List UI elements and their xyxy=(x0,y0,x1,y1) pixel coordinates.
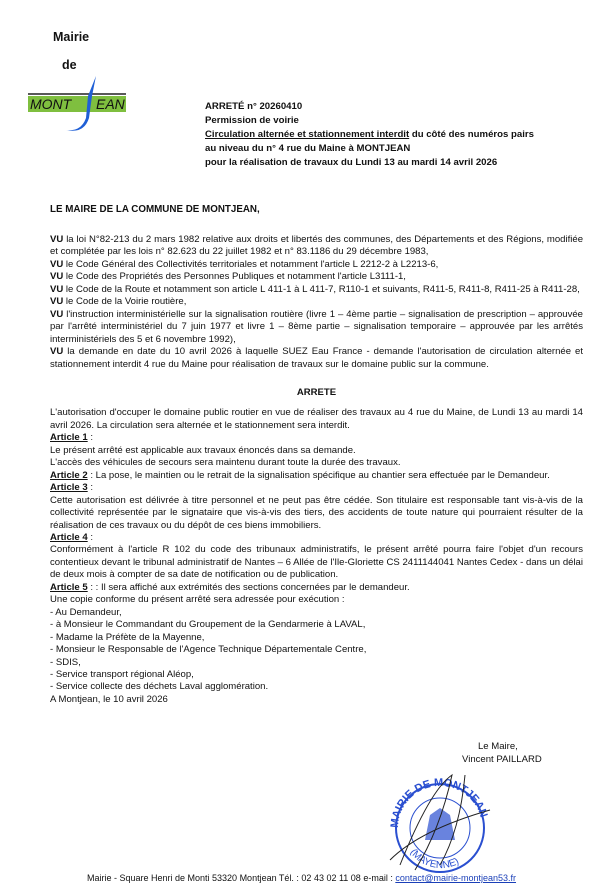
recipient: - Service collecte des déchets Laval agglomération. xyxy=(50,681,269,693)
vu-item: VU le Code de la Route et notamment son article L 411-1 à L 411-7, R110-1 et suivants, R411-5, R411-8, R411-25 à R411-28, xyxy=(50,283,580,295)
signature-name: Vincent PAILLARD xyxy=(462,754,542,765)
arrete-location: au niveau du n° 4 rue du Maine à MONTJEAN xyxy=(205,143,411,154)
vu-item: VU le Code des Propriétés des Personnes Publiques et notamment l'article L3111-1, xyxy=(50,271,406,283)
article-2-label: Article 2 xyxy=(50,469,88,481)
arrete-subject: Permission de voirie xyxy=(205,115,299,126)
article-2-text: : La pose, le maintien ou le retrait de la signalisation spécifique au chantier sera effectuée par le Demandeur. xyxy=(87,469,550,481)
article-1-line: Le présent arrêté est applicable aux travaux énoncés dans sa demande. xyxy=(50,444,356,456)
recipient: - Au Demandeur, xyxy=(50,606,122,618)
article-1-line: L'accès des véhicules de secours sera maintenu durant toute la durée des travaux. xyxy=(50,457,401,469)
copie-intro: Une copie conforme du présent arrêté sera adressée pour exécution : xyxy=(50,594,345,606)
document-body: VU la loi N°82-213 du 2 mars 1982 relative aux droits et libertés des communes, des Départements et des Régions, modifiée et complétée par les lois n° 82.623 du 22 juillet 1982 et n° 83.1186 du 29 décembre 1983, VU le Code Général des Collectivités territoriales et notamment l'article L 2212-2 à L2213-6, VU le Code des Propriétés des Personnes Publiques et notamment l'article L3111-1, VU le Code de la Route et notamment son article L 411-1 à L 411-7, R110-1 et suivants, R411-5, R411-8, R411-25 à R411-28, VU le Code de la Voirie routière, VU l'instruction interministérielle sur la signalisation routière (livre 1 – 4ème partie – signalisation de prescription – approuvée par l'arrêté interministériel du 7 juin 1977 et livre 1 – 8ème partie – signalisation temporaire – approuvée par les arrêtés interministériels des 5 et 6 novembre 1992), VU la demande en date du 10 avril 2026 à laquelle SUEZ Eau France - demande l'autorisation de circulation alternée et stationnement interdit 4 rue du Maine pour réalisation de travaux sur le domaine public sur la commune. ARRETE L'autorisation d'occuper le domaine public routier en vue de réaliser des travaux au 4 rue du Maine, de Lundi 13 au mardi 14 avril 2026. La circulation sera alternée et le stationnement sera interdit. Article 1 : Le présent arrêté est applicable aux travaux énoncés dans sa demande. L'accès des véhicules de secours sera maintenu durant toute la durée des travaux. Article 2 : La pose, le maintien ou le retrait de la signalisation spécifique au chantier sera effectuée par le Demandeur. Article 3 : Cette autorisation est délivrée à titre personnel et ne peut pas être cédée. Son titulaire est responsable tant vis-à-vis de la collectivité représentée par le signataire que vis-à-vis des tiers, des accidents de toute nature qui pourraient résulter de la réalisation de ces travaux ou du dépôt de ces biens immobiliers. Article 4 : Conformément à l'article R 102 du code des tribunaux administratifs, le présent arrêté pourra faire l'objet d'un recours contentieux devant le tribunal administratif de Nantes – 6 Allée de l'Ile-Gloriette CS 2411144041 Nantes Cedex - dans un délai de deux mois à compter de sa date de notification ou de publication. Article 5 : : Il sera affiché aux extrémités des sections concernées par le demandeur. Une copie conforme du présent arrêté sera adressée pour exécution : - Au Demandeur, - à Monsieur le Commandant du Groupement de la Gendarmerie à LAVAL, - Madame la Préfète de la Mayenne, - Monsieur le Responsable de l'Agence Technique Départementale Centre, - SDIS, - Service transport régional Aléop, - Service collecte des déchets Laval agglomération. A Montjean, le 10 avril 2026 xyxy=(50,234,583,705)
article-3-label: Article 3 xyxy=(50,482,88,494)
article-5-text: : : Il sera affiché aux extrémités des sections concernées par le demandeur. xyxy=(87,581,410,593)
vu-item: VU la loi N°82-213 du 2 mars 1982 relative aux droits et libertés des communes, des Départements et des Régions, modifiée et complétée par les lois n° 82.623 du 22 juillet 1982 et n° 83.1186 du 29 décembre 1983, xyxy=(50,234,583,258)
recipient: - SDIS, xyxy=(50,656,81,668)
arrete-intro: L'autorisation d'occuper le domaine public routier en vue de réaliser des travaux au 4 rue du Maine, de Lundi 13 au mardi 14 avril 2026. La circulation sera alternée et le stationnement sera interdit. xyxy=(50,407,583,431)
article-5-label: Article 5 xyxy=(50,581,88,593)
vu-item: VU le Code Général des Collectivités territoriales et notamment l'article L 2212-2 à L2213-6, xyxy=(50,258,439,270)
article-1-label: Article 1 xyxy=(50,432,88,444)
arrete-heading xyxy=(205,100,534,170)
recipient: - Service transport régional Aléop, xyxy=(50,668,194,680)
arrete-dates: pour la réalisation de travaux du Lundi 13 au mardi 14 avril 2026 xyxy=(205,157,498,168)
signature-role: Le Maire, xyxy=(478,741,518,752)
footer-email-link[interactable]: contact@mairie-montjean53.fr xyxy=(395,873,517,883)
svg-text:MONT: MONT xyxy=(30,96,72,112)
recipient: - Madame la Préfète de la Mayenne, xyxy=(50,631,205,643)
arrete-title: ARRETE xyxy=(296,386,337,398)
arrete-number: ARRETÉ n° 20260410 xyxy=(205,101,303,112)
recipient: - à Monsieur le Commandant du Groupement de la Gendarmerie à LAVAL, xyxy=(50,619,366,631)
svg-text:EAN: EAN xyxy=(96,96,125,112)
letterhead-de: de xyxy=(62,58,77,72)
arrete-object-underlined: Circulation alternée et stationnement interdit xyxy=(205,129,410,140)
vu-item: VU l'instruction interministérielle sur la signalisation routière (livre 1 – 4ème partie – signalisation de prescription – approuvée par l'arrêté interministériel du 7 juin 1977 et livre 1 – 8ème partie – signalisation temporaire – approuvée par les arrêtés interministériels des 5 et 6 novembre 1992), xyxy=(50,308,583,345)
arrete-object: du côté des numéros pairs xyxy=(409,129,534,140)
svg-text:(MAYENNE): (MAYENNE) xyxy=(407,847,461,872)
article-4-label: Article 4 xyxy=(50,531,88,543)
place-date: A Montjean, le 10 avril 2026 xyxy=(50,693,168,705)
maire-heading: LE MAIRE DE LA COMMUNE DE MONTJEAN, xyxy=(50,204,260,215)
letterhead-mairie: Mairie xyxy=(53,30,90,44)
footer xyxy=(0,873,603,883)
recipient: - Monsieur le Responsable de l'Agence Technique Départementale Centre, xyxy=(50,644,367,656)
montjean-logo xyxy=(26,74,136,138)
vu-item: VU la demande en date du 10 avril 2026 à laquelle SUEZ Eau France - demande l'autorisation de circulation alternée et stationnement interdit 4 rue du Maine pour réalisation de travaux sur le domaine public sur la commune. xyxy=(50,346,583,370)
article-4-text: Conformément à l'article R 102 du code des tribunaux administratifs, le présent arrêté pourra faire l'objet d'un recours contentieux devant le tribunal administratif de Nantes – 6 Allée de l'Ile-Gloriette CS 2411144041 Nantes Cedex - dans un délai de deux mois à compter de sa date de notification ou de publication. xyxy=(50,544,583,581)
vu-item: VU le Code de la Voirie routière, xyxy=(50,296,187,308)
svg-text:MAIRIE DE MONTJEAN: MAIRIE DE MONTJEAN xyxy=(388,776,490,829)
mairie-stamp xyxy=(380,770,500,880)
article-3-text: Cette autorisation est délivrée à titre personnel et ne peut pas être cédée. Son titulaire est responsable tant vis-à-vis de la collectivité représentée par le signataire que vis-à-vis des tiers, des accidents de toute nature qui pourraient résulter de la réalisation de ces travaux ou du dépôt de ces biens immobiliers. xyxy=(50,494,583,531)
footer-address: Mairie - Square Henri de Monti 53320 Montjean Tél. : 02 43 02 11 08 e-mail : xyxy=(86,873,396,883)
